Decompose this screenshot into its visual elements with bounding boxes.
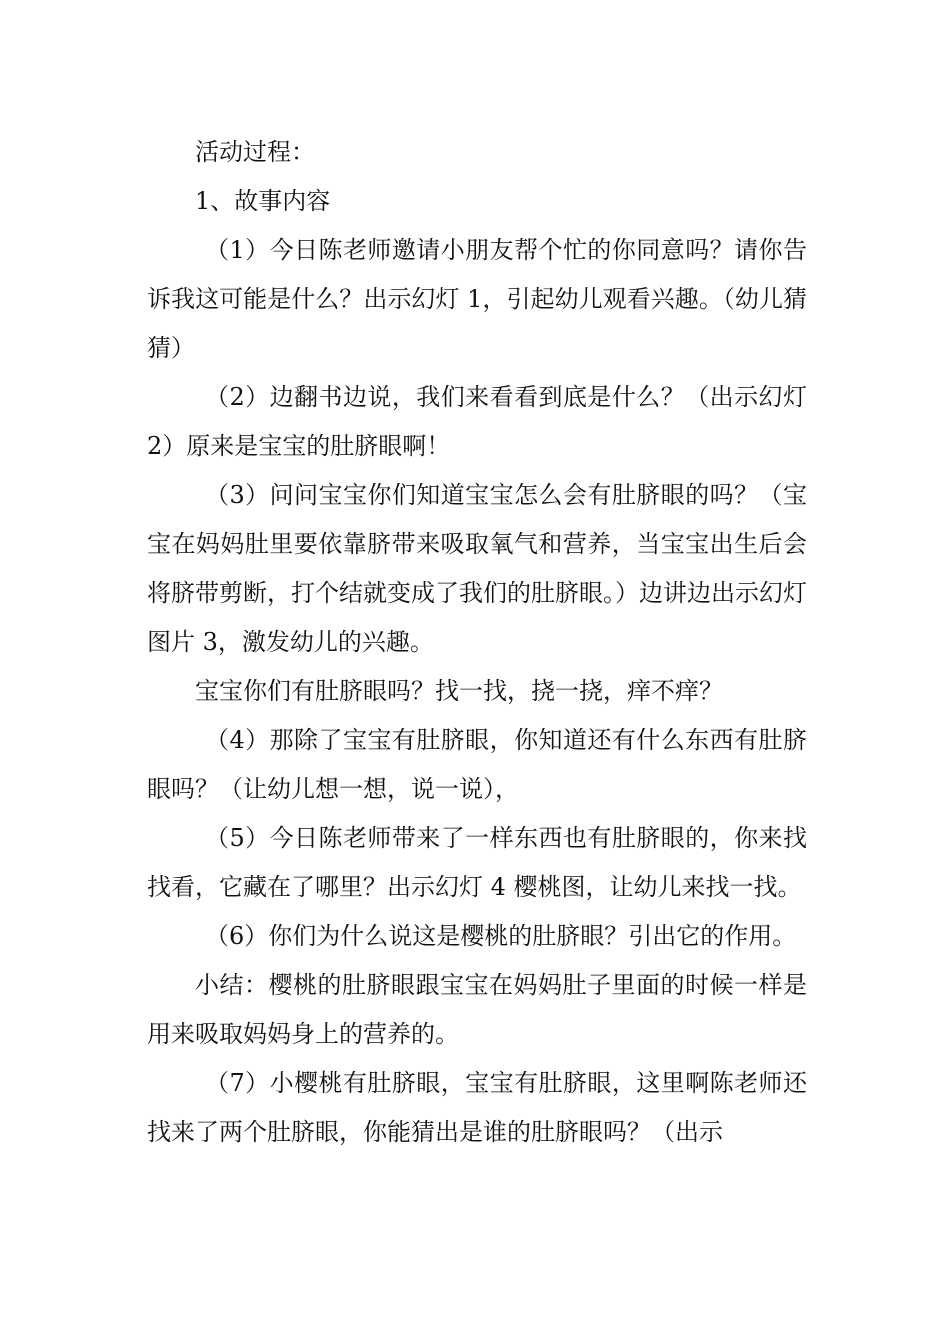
paragraph-summary: 小结：樱桃的肚脐眼跟宝宝在妈妈肚子里面的时候一样是用来吸取妈妈身上的营养的。	[147, 971, 807, 1048]
paragraph-step-1: （1）今日陈老师邀请小朋友帮个忙的你同意吗？请你告诉我这可能是什么？出示幻灯 1，引起幼儿观看兴趣。（幼儿猜猜）	[147, 236, 807, 362]
section-heading: 活动过程：	[195, 138, 315, 166]
paragraph-step-4: （4）那除了宝宝有肚脐眼，你知道还有什么东西有肚脐眼吗？（让幼儿想一想，说一说），	[147, 726, 807, 803]
paragraph-step-6: （6）你们为什么说这是樱桃的肚脐眼？引出它的作用。	[205, 922, 797, 950]
paragraph-question: 宝宝你们有肚脐眼吗？找一找，挠一挠，痒不痒？	[195, 677, 723, 705]
subsection-heading: 1、故事内容	[195, 187, 331, 215]
paragraph-step-5: （5）今日陈老师带来了一样东西也有肚脐眼的，你来找找看，它藏在了哪里？出示幻灯 4 樱桃图，让幼儿来找一找。	[147, 824, 807, 901]
document-body	[147, 128, 807, 1157]
paragraph-step-2: （2）边翻书边说，我们来看看到底是什么？（出示幻灯 2）原来是宝宝的肚脐眼啊！	[147, 383, 807, 460]
paragraph-step-7: （7）小樱桃有肚脐眼，宝宝有肚脐眼，这里啊陈老师还找来了两个肚脐眼，你能猜出是谁的肚脐眼吗？（出示	[147, 1069, 807, 1146]
paragraph-step-3: （3）问问宝宝你们知道宝宝怎么会有肚脐眼的吗？（宝宝在妈妈肚里要依靠脐带来吸取氧气和营养，当宝宝出生后会将脐带剪断，打个结就变成了我们的肚脐眼。）边讲边出示幻灯图片 3，激发幼儿的兴趣。	[147, 481, 807, 656]
